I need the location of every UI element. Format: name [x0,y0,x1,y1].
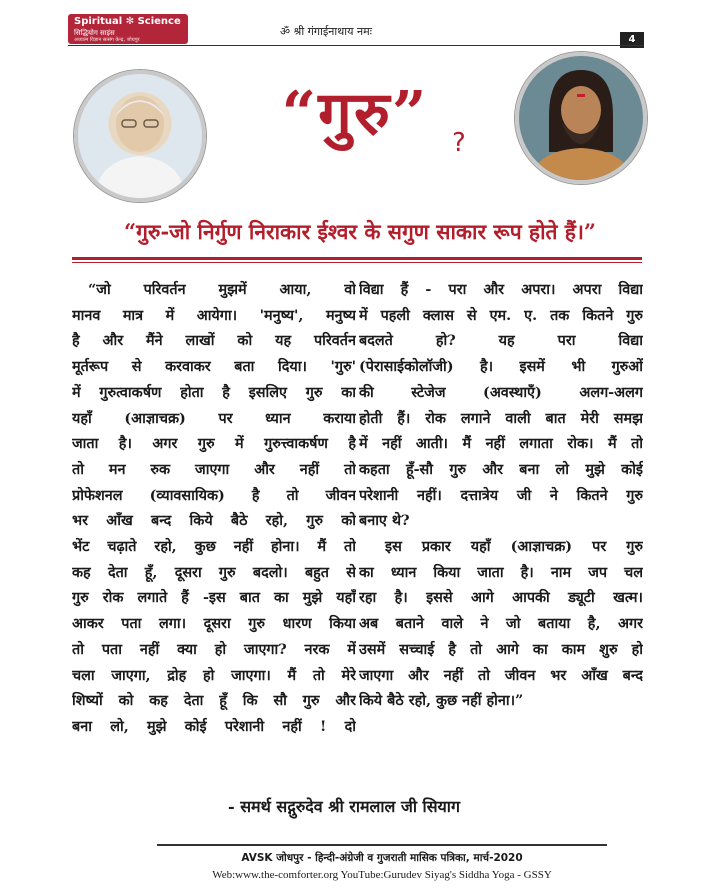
paragraph-line: रहा है। इससे आगे आपकी ड्यूटी खत्म। [359,589,643,607]
paragraph-line: बदलते हो? यह परा विद्या [359,332,643,350]
logo-title: Spiritual ✻ Science [74,16,181,27]
title-divider [72,257,642,260]
portrait-left [74,70,206,202]
paragraph-line: तो मन रुक जाएगा और नहीं तो [72,460,356,478]
paragraph-line: मानव मात्र में आयेगा। 'मनुष्य', मनुष्य [72,306,356,324]
paragraph-line: तो पता नहीं क्या हो जाएगा? नरक में [72,640,356,658]
paragraph-line: कह देता हूँ, दूसरा गुरु बदलो। बहुत से [72,563,356,581]
logo-tagline: अध्यात्म विज्ञान सत्संग केन्द्र, जोधपुर [74,37,140,43]
header-mantra: ॐ श्री गंगाईनाथाय नमः [280,25,372,38]
author-signature: - समर्थ सद्गुरुदेव श्री रामलाल जी सियाग [228,797,460,816]
paragraph-line: विद्या हैं - परा और अपरा। अपरा विद्या [359,281,643,298]
paragraph-line: चला जाएगा, द्रोह हो जाएगा। मैं तो मेरे [72,666,356,684]
paragraph-line: में पहली क्लास से एम. ए. तक कितने गुरु [359,306,643,324]
paragraph-line: प्रोफेशनल (व्यावसायिक) है तो जीवन [72,486,356,504]
paragraph-line: इस प्रकार यहाँ (आज्ञाचक्र) पर गुरु [385,538,643,556]
paragraph-line: किये बैठे रहो, कुछ नहीं होना।” [359,692,524,710]
paragraph-line: (पेरासाईकोलॉजी) है। इसमें भी गुरुओं [359,358,643,376]
paragraph-line: में गुरुत्वाकर्षण होता है इसलिए गुरु का [72,383,356,401]
page-number: 4 [620,32,644,48]
paragraph-line: होती हैं। रोक लगाने वाली बात मेरी समझ [359,409,643,427]
paragraph-line: है और मैंने लाखों को यह परिवर्तन [72,332,356,350]
title-divider-thin [72,262,642,263]
paragraph-line: आकर पता लगा। दूसरा गुरु धारण किया [72,615,356,633]
logo-subtitle: सिद्धियोग साइंस [74,29,115,37]
paragraph-line: का ध्यान किया जाता है। नाम जप चल [359,563,643,581]
paragraph-line: “जो परिवर्तन मुझमें आया, वो [88,281,356,298]
title-question-mark: ? [452,128,466,158]
paragraph-line: की स्टेजेज (अवस्थाएँ) अलग-अलग [359,383,643,401]
header-divider [68,45,644,46]
paragraph-line: कहता हूँ-सौ गुरु और बना लो मुझे कोई [359,460,643,478]
left-column [72,277,356,740]
publication-logo [68,14,188,44]
paragraph-line: जाएगा और नहीं तो जीवन भर आँख बन्द [359,666,643,684]
paragraph-line: मूर्तरूप से करवाकर बता दिया। 'गुरु' [72,358,356,376]
footer-publication-info: AVSK जोधपुर - हिन्दी-अंग्रेजी व गुजराती मासिक पत्रिका, मार्च-2020 [241,852,523,864]
footer-web-links[interactable]: Web:www.the-comforter.org YouTube:Gurudev Siyag's Siddha Yoga - GSSY [212,869,552,881]
paragraph-line: में नहीं आती। मैं नहीं लगाता रोक। मैं तो [359,435,643,453]
paragraph-line: बनाए थे? [359,512,410,530]
paragraph-line: शिष्यों को कह देता हूँ कि सौ गुरु और [72,692,356,710]
right-column [359,277,643,714]
portrait-right [515,52,647,184]
footer-divider [157,844,607,846]
paragraph-line: यहाँ (आज्ञाचक्र) पर ध्यान कराया [72,409,356,427]
paragraph-line: अब बताने वाले ने जो बताया है, अगर [359,615,643,633]
paragraph-line: गुरु रोक लगाते हैं -इस बात का मुझे यहाँ [72,589,356,607]
paragraph-line: भर आँख बन्द किये बैठे रहो, गुरु को [72,512,356,530]
paragraph-line: बना लो, मुझे कोई परेशानी नहीं ! दो [72,717,356,735]
paragraph-line: जाता है। अगर गुरु में गुरुत्त्वाकर्षण है [72,435,356,453]
article-title: “गुरु” [281,79,429,149]
article-subtitle: “गुरु-जो निर्गुण निराकार ईश्वर के सगुण साकार रूप होते हैं।” [124,219,596,244]
paragraph-line: परेशानी नहीं। दत्तात्रेय जी ने कितने गुरु [359,486,643,504]
paragraph-line: उसमें सच्चाई है तो आगे का काम शुरु हो [359,640,643,658]
paragraph-line: भेंट चढ़ाते रहो, कुछ नहीं होना। मैं तो [72,538,356,556]
